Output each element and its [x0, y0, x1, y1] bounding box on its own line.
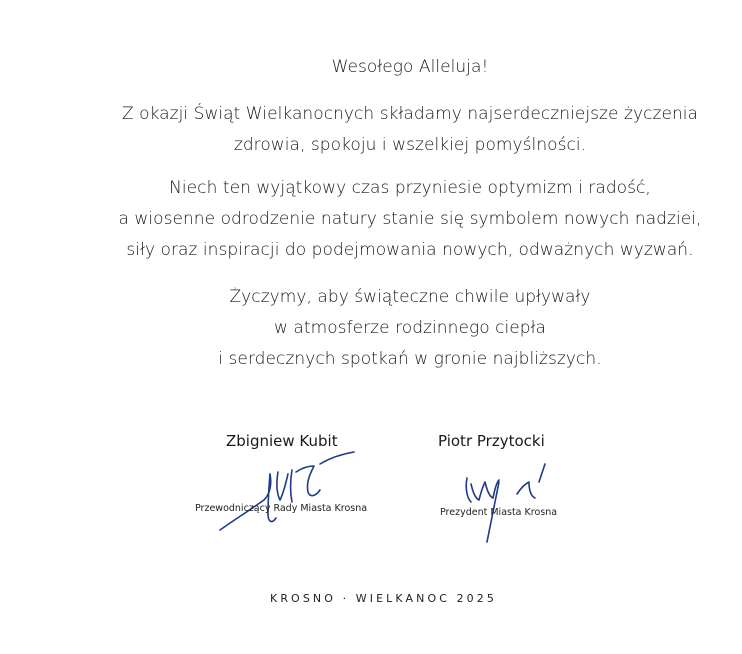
greeting-heading [40, 52, 742, 83]
footer-place-date: KROSNO · WIELKANOC 2025 [270, 592, 497, 605]
paragraph-line: i serdecznych spotkań w gronie najbliższych. [218, 349, 602, 369]
signatory-name-right: Piotr Przytocki [438, 432, 545, 450]
paragraph-line: Niech ten wyjątkowy czas przyniesie optymizm i radość, [169, 178, 651, 198]
paragraph-line: a wiosenne odrodzenie natury stanie się symbolem nowych nadziei, [118, 209, 702, 229]
paragraph-hope [40, 173, 742, 266]
signature-left [212, 448, 362, 538]
paragraph-family [40, 282, 742, 375]
signatory-name-left: Zbigniew Kubit [226, 432, 338, 450]
signature-right [455, 458, 565, 548]
paragraph-line: Życzymy, aby świąteczne chwile upływały [229, 287, 591, 307]
paragraph-wishes [40, 99, 742, 161]
paragraph-line: Z okazji Świąt Wielkanocnych składamy najserdeczniejsze życzenia [121, 104, 699, 124]
paragraph-line: w atmosferze rodzinnego ciepła [274, 318, 546, 338]
signatory-role-left: Przewodniczący Rady Miasta Krosna [195, 503, 368, 514]
signatory-role-right: Prezydent Miasta Krosna [440, 507, 558, 518]
heading-text: Wesołego Alleluja! [331, 57, 489, 77]
paragraph-line: siły oraz inspiracji do podejmowania nowych, odważnych wyzwań. [126, 240, 694, 260]
paragraph-line: zdrowia, spokoju i wszelkiej pomyślności. [233, 135, 587, 155]
